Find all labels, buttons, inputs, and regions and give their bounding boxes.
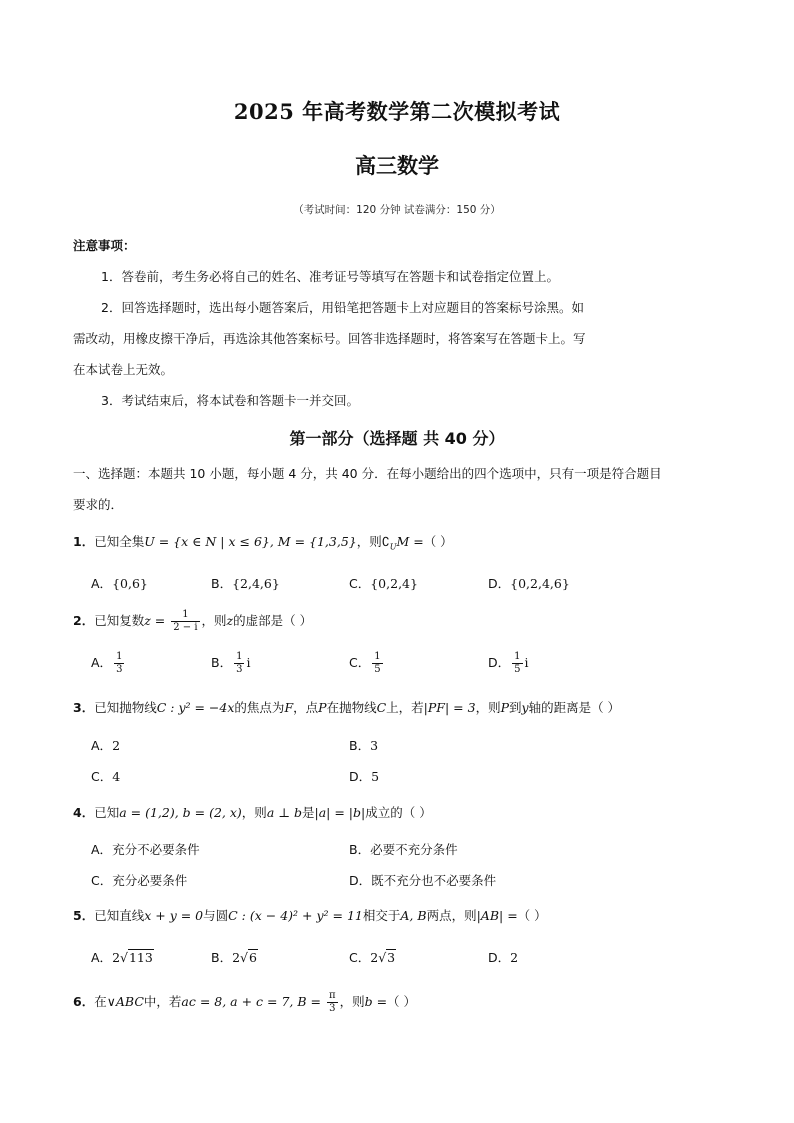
question-text: 中，若 <box>143 994 182 1009</box>
math-expression: x + y = 0 <box>144 908 204 923</box>
section-title: 第一部分（选择题 共 40 分） <box>289 429 505 448</box>
option-label: A． <box>91 576 113 591</box>
option-label: B． <box>211 950 233 965</box>
math-expression: |AB| <box>476 908 504 923</box>
option-value: 既不充分也不必要条件 <box>371 873 497 888</box>
option-value: 2 <box>112 738 121 753</box>
question-text: 到 <box>509 700 522 715</box>
option-c[interactable] <box>349 574 418 592</box>
complement-subscript: U <box>389 542 397 552</box>
section-intro-line-2: 要求的． <box>73 497 124 512</box>
math-expression: A, B <box>400 908 427 923</box>
exam-time-info: （考试时间：120 分钟 试卷满分：150 分） <box>293 204 501 216</box>
coefficient: 2 <box>232 950 241 965</box>
option-value: {0,6} <box>112 576 148 591</box>
option-b[interactable] <box>211 574 280 592</box>
radicand: 3 <box>387 950 396 965</box>
question-text: 与圆 <box>203 908 229 923</box>
math-operator: = <box>150 613 170 628</box>
fraction-denominator: 3 <box>329 1003 336 1014</box>
option-a[interactable] <box>91 948 154 966</box>
option-value: {0,2,4} <box>370 576 418 591</box>
option-value: 4 <box>112 769 121 784</box>
option-a[interactable] <box>91 840 200 858</box>
option-a[interactable] <box>91 736 120 754</box>
option-c[interactable] <box>91 767 120 785</box>
math-expression: |a| = |b| <box>314 805 366 820</box>
option-value: {2,4,6} <box>232 576 280 591</box>
question-text: 在 <box>94 994 107 1009</box>
math-expression: M <box>396 534 410 549</box>
math-variable: z <box>144 613 151 628</box>
question-text: 的虚部是（ ） <box>233 613 313 628</box>
question-text: ，则 <box>339 994 365 1009</box>
option-a[interactable] <box>91 574 148 592</box>
question-number: 5． <box>73 908 95 923</box>
option-label: A． <box>91 738 113 753</box>
option-a[interactable] <box>91 651 126 676</box>
question-6 <box>73 990 416 1015</box>
math-expression: U = {x ∈ N | x ≤ 6}, M = {1,3,5} <box>144 534 357 549</box>
question-text: ，则 <box>201 613 227 628</box>
question-number: 4． <box>73 805 95 820</box>
option-label: A． <box>91 655 113 670</box>
option-b[interactable] <box>211 651 250 676</box>
option-b[interactable] <box>211 948 258 966</box>
option-d[interactable] <box>349 871 496 889</box>
imaginary-unit: i <box>524 655 529 670</box>
fraction <box>114 651 124 676</box>
question-text: 的焦点为 <box>234 700 285 715</box>
math-variable: P <box>318 700 327 715</box>
math-variable: y <box>521 700 529 715</box>
fraction-numerator: 1 <box>236 651 243 662</box>
option-value: {0,2,4,6} <box>510 576 570 591</box>
math-variable: P <box>500 700 509 715</box>
fraction <box>372 651 382 676</box>
option-label: B． <box>349 738 371 753</box>
option-label: C． <box>349 655 371 670</box>
question-number: 2． <box>73 613 95 628</box>
question-text: 已知抛物线 <box>94 700 157 715</box>
option-c[interactable] <box>349 651 385 676</box>
notice-item-2-line-2: 需改动，用橡皮擦干净后，再选涂其他答案标号。回答非选择题时，将答案写在答题卡上。写 <box>73 331 586 346</box>
math-expression: C : y² = −4x <box>156 700 235 715</box>
math-expression: |PF| = 3 <box>423 700 476 715</box>
coefficient: 2 <box>112 950 121 965</box>
question-number: 6． <box>73 994 95 1009</box>
question-text: ，则 <box>356 534 382 549</box>
question-text: =（ ） <box>372 994 417 1009</box>
question-2 <box>73 609 312 634</box>
notice-item-2-line-3: 在本试卷上无效。 <box>73 362 174 377</box>
option-label: D． <box>488 576 511 591</box>
imaginary-unit: i <box>246 655 251 670</box>
radical-sign: √ <box>378 950 387 965</box>
option-label: C． <box>349 576 371 591</box>
question-text: ，则 <box>475 700 501 715</box>
option-label: D． <box>349 769 372 784</box>
section-intro-line-1: 一、选择题：本题共 10 小题，每小题 4 分，共 40 分．在每小题给出的四个选项中，只有一项是符合题目 <box>73 466 662 481</box>
fraction-denominator: 5 <box>374 664 381 675</box>
question-3 <box>73 698 620 716</box>
option-label: A． <box>91 842 113 857</box>
option-label: D． <box>349 873 372 888</box>
exam-subtitle: 高三数学 <box>355 153 439 178</box>
option-label: B． <box>349 842 371 857</box>
option-label: B． <box>211 576 233 591</box>
option-label: A． <box>91 950 113 965</box>
math-expression: C : (x − 4)² + y² = 11 <box>228 908 363 923</box>
option-label: D． <box>488 655 511 670</box>
question-number: 1． <box>73 534 95 549</box>
radical-sign: √ <box>120 950 128 965</box>
option-c[interactable] <box>349 948 396 966</box>
fraction-numerator: 1 <box>514 651 521 662</box>
question-text: ，点 <box>293 700 319 715</box>
option-d[interactable] <box>488 574 570 592</box>
question-text: =（ ） <box>409 534 453 549</box>
exam-title: 2025 年高考数学第二次模拟考试 <box>233 99 561 124</box>
option-value: 5 <box>371 769 380 784</box>
question-text: =（ ） <box>503 908 547 923</box>
fraction-numerator: 1 <box>171 609 199 622</box>
option-b[interactable] <box>349 736 378 754</box>
coefficient: 2 <box>370 950 379 965</box>
question-1 <box>73 532 453 552</box>
option-b[interactable] <box>349 840 458 858</box>
math-expression: ∨ABC <box>106 994 144 1009</box>
question-text: 是 <box>301 805 315 820</box>
option-value: 必要不充分条件 <box>370 842 458 857</box>
option-value: 充分必要条件 <box>112 873 188 888</box>
option-value: 3 <box>370 738 379 753</box>
notice-heading: 注意事项： <box>73 238 136 253</box>
math-expression: a ⊥ b <box>266 805 302 820</box>
fraction-denominator: 3 <box>116 664 123 675</box>
question-text: 两点，则 <box>426 908 477 923</box>
option-label: C． <box>91 873 113 888</box>
option-d[interactable] <box>488 651 529 676</box>
math-expression: a = (1,2), b = (2, x) <box>119 805 242 820</box>
math-variable: b <box>364 994 373 1009</box>
math-expression: ac = 8, a + c = 7, B = <box>181 994 325 1009</box>
question-text: 在抛物线 <box>326 700 377 715</box>
radical-sign: √ <box>240 950 248 965</box>
question-text: 已知 <box>94 805 120 820</box>
question-number: 3． <box>73 700 95 715</box>
radicand: 6 <box>249 950 257 965</box>
question-text: 成立的（ ） <box>365 805 432 820</box>
fraction-numerator: 1 <box>374 651 381 662</box>
question-4 <box>73 803 432 821</box>
question-text: 上，若 <box>386 700 424 715</box>
option-label: C． <box>91 769 113 784</box>
fraction <box>234 651 244 676</box>
option-d[interactable] <box>349 767 379 785</box>
notice-item-2-line-1: 2．回答选择题时，选出每小题答案后，用铅笔把答题卡上对应题目的答案标号涂黑。如 <box>101 300 584 315</box>
option-label: B． <box>211 655 233 670</box>
question-text: 已知全集 <box>94 534 145 549</box>
notice-item-1: 1．答卷前，考生务必将自己的姓名、准考证号等填写在答题卡和试卷指定位置上。 <box>101 269 559 284</box>
notice-item-3: 3．考试结束后，将本试卷和答题卡一并交回。 <box>101 393 359 408</box>
math-variable: C <box>376 700 387 715</box>
fraction-numerator: π <box>328 990 336 1001</box>
option-label: C． <box>349 950 371 965</box>
option-value: 充分不必要条件 <box>112 842 200 857</box>
fraction <box>512 651 522 676</box>
fraction-denominator: 5 <box>514 664 521 675</box>
option-c[interactable] <box>91 871 187 889</box>
fraction <box>171 609 199 634</box>
option-d[interactable] <box>488 948 518 966</box>
question-text: 已知直线 <box>94 908 145 923</box>
question-text: ，则 <box>241 805 267 820</box>
fraction-numerator: 1 <box>116 651 123 662</box>
option-label: D． <box>488 950 511 965</box>
complement-symbol: ∁ <box>381 534 390 549</box>
fraction-denominator: 2 − i <box>173 622 198 633</box>
question-text: 已知复数 <box>94 613 145 628</box>
fraction <box>327 990 338 1015</box>
radicand: 113 <box>128 950 153 965</box>
math-variable: z <box>226 613 234 628</box>
question-text: 轴的距离是（ ） <box>528 700 621 715</box>
question-5 <box>73 906 547 924</box>
math-variable: F <box>284 700 294 715</box>
option-value: 2 <box>510 950 519 965</box>
question-text: 相交于 <box>362 908 401 923</box>
fraction-denominator: 3 <box>236 664 243 675</box>
